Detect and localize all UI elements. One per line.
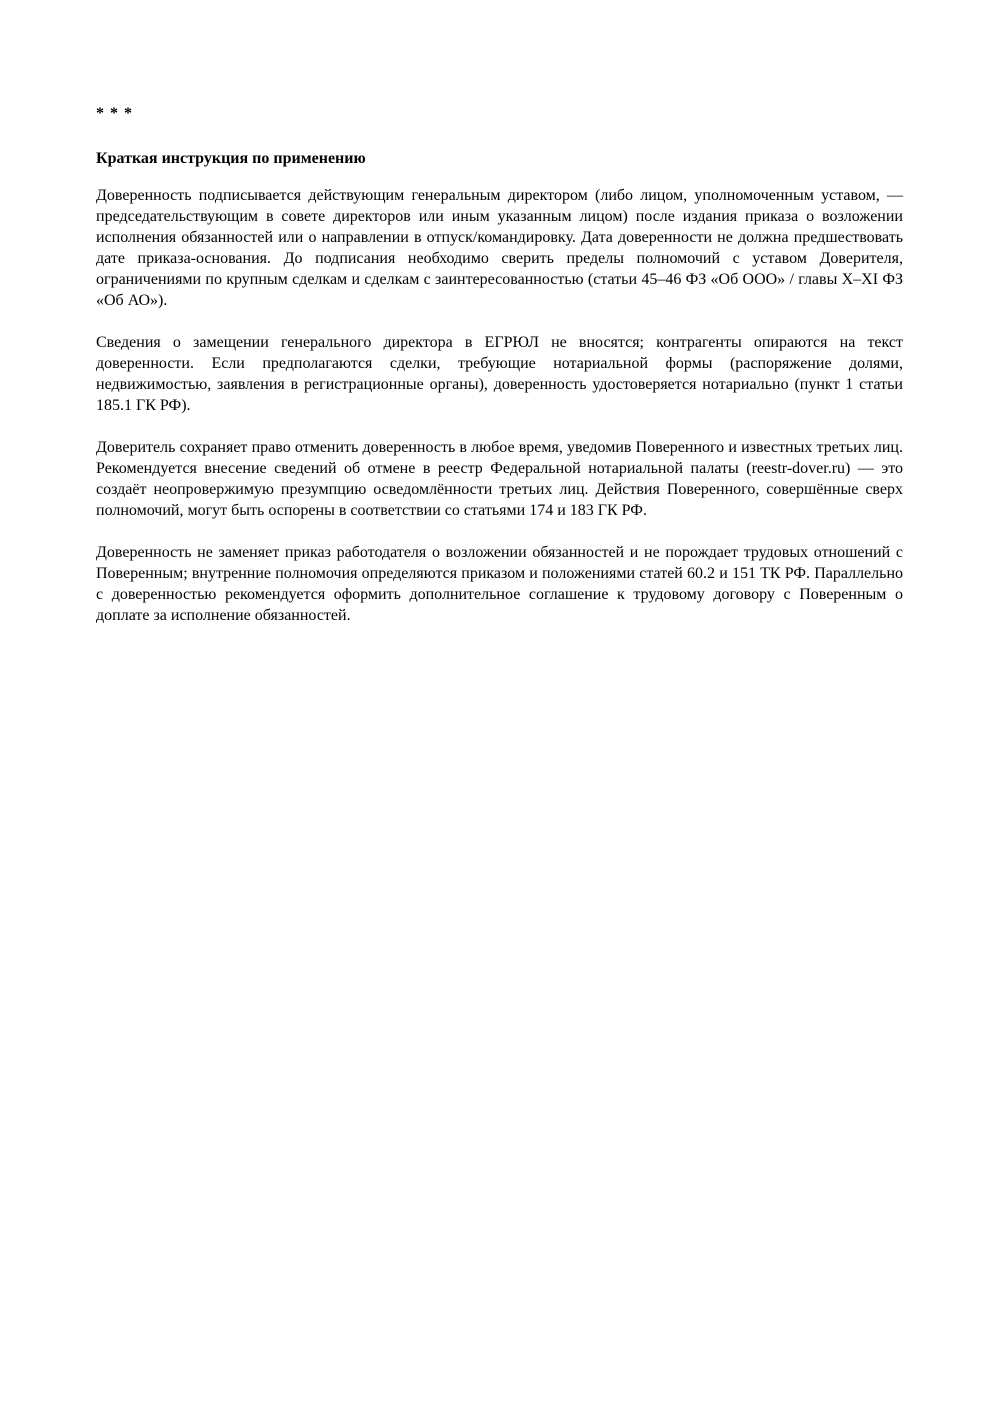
paragraph-signing: Доверенность подписывается действующим генеральным директором (либо лицом, уполномоченным уставом, — председательствующим в совете директоров или иным указанным лицом) после издания приказа о возложении исполнения обязанностей или о направлении в отпуск/командировку. Дата доверенности не должна предшествовать дате приказа-основания. До подписания необходимо сверить пределы полномочий с уставом Доверителя, ограничениями по крупным сделкам и сделкам с заинтересованностью (статьи 45–46 ФЗ «Об ООО» / главы X–XI ФЗ «Об АО»).	[96, 187, 903, 309]
section-separator: * * *	[96, 105, 133, 122]
document-page	[96, 103, 903, 647]
paragraph-revocation: Доверитель сохраняет право отменить доверенность в любое время, уведомив Поверенного и известных третьих лиц. Рекомендуется внесение сведений об отмене в реестр Федеральной нотариальной палаты (reestr-dover.ru) — это создаёт неопровержимую презумпцию осведомлённости третьих лиц. Действия Поверенного, совершённые сверх полномочий, могут быть оспорены в соответствии со статьями 174 и 183 ГК РФ.	[96, 439, 903, 519]
paragraph-registry: Сведения о замещении генерального директора в ЕГРЮЛ не вносятся; контрагенты опираются на текст доверенности. Если предполагаются сделки, требующие нотариальной формы (распоряжение долями, недвижимостью, заявления в регистрационные органы), доверенность удостоверяется нотариально (пункт 1 статьи 185.1 ГК РФ).	[96, 334, 903, 414]
paragraph-employment: Доверенность не заменяет приказ работодателя о возложении обязанностей и не порождает трудовых отношений с Поверенным; внутренние полномочия определяются приказом и положениями статей 60.2 и 151 ТК РФ. Параллельно с доверенностью рекомендуется оформить дополнительное соглашение к трудовому договору с Поверенным о доплате за исполнение обязанностей.	[96, 544, 903, 624]
instruction-heading: Краткая инструкция по применению	[96, 150, 366, 167]
